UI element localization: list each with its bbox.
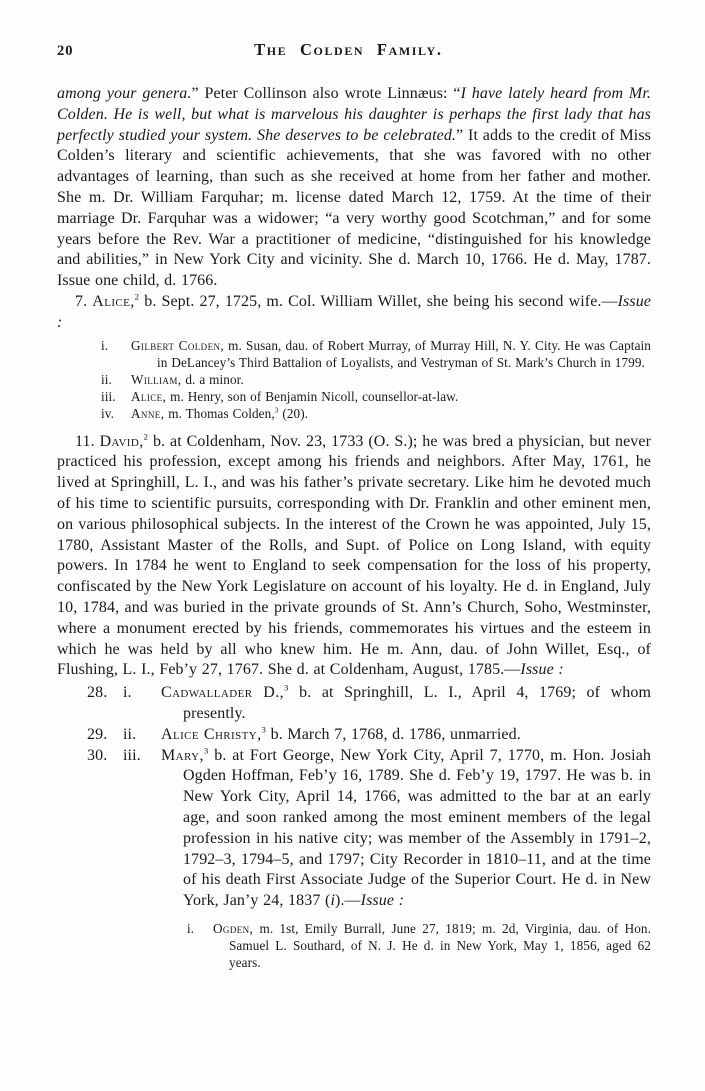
- issue-item-text: Ogden, m. 1st, Emily Burrall, June 27, 1819; m. 2d, Virginia, dau. of Hon. Samuel L. Southard, of N. J. He d. in New York, May 1, 1856, aged 62 years.: [213, 920, 651, 970]
- alice-issue-list: [101, 337, 651, 422]
- issue-list-entry: [87, 683, 651, 725]
- entry-david: 11. David,$^2$ b. at Coldenham, Nov. 23, 1733 (O. S.); he was bred a physician, but never practiced his profession, except among his friends and neighbors. After May, 1761, he lived at Springhill, L. I., and was his father’s private secretary. Like him he devoted much of his time to scientific pursuits, corresponding with Dr. Franklin and other eminent men, on various philosophical subjects. In the interest of the Crown he was appointed, July 15, 1780, Assistant Master of the Rolls, and Supt. of Police on Long Island, with equity powers. In 1784 he went to England to seek compensation for the loss of his property, confiscated by the New York Legislature on account of his loyalty. He d. in England, July 10, 1784, and was buried in the private grounds of St. Ann’s Church, Soho, Westminster, where a monument erected by his friends, commemorates his virtues and the esteem in which he was held by all who knew him. He m. Ann, dau. of John Willet, Esq., of Flushing, L. I., Feb’y 27, 1767. She d. at Coldenham, August, 1785.—Issue :: [57, 431, 651, 679]
- issue-item-label: iv.: [101, 405, 114, 421]
- issue-item-label: ii.: [101, 371, 112, 387]
- paragraph-collinson: among your genera.” Peter Collinson also wrote Linnæus: “I have lately heard from Mr. Colden. He is well, but what is marvelous his daughter is perhaps the first lady that has perfectly studied your system. She deserves to be celebrated.” It adds to the credit of Miss Colden’s literary and scientific achievements, that she was favored with no other advantages of learning, than such as she received at home from her father and mother. She m. Dr. William Farquhar; m. license dated March 12, 1759. At the time of their marriage Dr. Farquhar was a widower; “a very worthy good Scotchman,” and for some years before the Rev. War a practitioner of medicine, “distinguished for his knowledge and abilities,” in New York City and vicinity. She d. March 10, 1766. He d. May, 1787. Issue one child, d. 1766.: [57, 85, 652, 290]
- page-number: 20: [57, 43, 74, 59]
- entry-number: 30.: [87, 746, 108, 764]
- issue-item-text: William, d. a minor.: [131, 371, 244, 387]
- page-content: [57, 84, 651, 971]
- issue-item-label: iii.: [101, 388, 116, 404]
- entry-text: Mary,$^3$ b. at Fort George, New York City, April 7, 1770, m. Hon. Josiah Ogden Hoffman, Feb’y 16, 1789. She d. Feb’y 19, 1797. He was b. in New York City, April 14, 1766, was admitted to the bar at an early age, and soon ranked among the most eminent members of the legal profession in his native city; was member of the Assembly in 1791–2, 1792–3, 1794–5, and 1797; City Recorder in 1810–11, and at the time of his death First Associate Judge of the Superior Court. He d. in New York, Jan’y 24, 1837 (i).—Issue :: [161, 745, 651, 910]
- issue-item-label: i.: [101, 337, 109, 353]
- issue-list-entry: [87, 725, 651, 746]
- running-title: The Colden Family.: [254, 40, 443, 59]
- issue-list-item: [101, 371, 651, 388]
- issue-list-item: [101, 388, 651, 405]
- issue-item-text: Gilbert Colden, m. Susan, dau. of Robert Murray, of Murray Hill, N. Y. City. He was Captain in DeLancey’s Third Battalion of Loyalists, and Vestryman of St. Mark’s Church in 1799.: [131, 337, 651, 370]
- issue-item-text: Anne, m. Thomas Colden,$^3$ (20).: [131, 405, 309, 421]
- entry-roman: iii.: [123, 746, 141, 764]
- issue-item-text: Alice, m. Henry, son of Benjamin Nicoll, counsellor-at-law.: [131, 388, 459, 404]
- david-issue-list: [87, 683, 651, 912]
- issue-list-item: [101, 337, 651, 371]
- entry-text: Alice Christy,$^3$ b. March 7, 1768, d. 1786, unmarried.: [161, 724, 521, 743]
- ogden-issue-list: [187, 920, 651, 971]
- entry-alice: 7. Alice,$^2$ b. Sept. 27, 1725, m. Col. William Willet, she being his second wife.—Issue :: [57, 291, 651, 331]
- issue-list-item: [101, 405, 651, 422]
- entry-number: 29.: [87, 725, 108, 743]
- entry-roman: i.: [123, 684, 132, 702]
- entry-text: Cadwallader D.,$^3$ b. at Springhill, L. I., April 4, 1769; of whom presently.: [161, 682, 651, 722]
- issue-item-label: i.: [187, 920, 195, 936]
- issue-list-item: [187, 920, 651, 971]
- issue-list-entry: [87, 746, 651, 912]
- entry-roman: ii.: [123, 725, 137, 743]
- page-header: [57, 40, 651, 64]
- entry-number: 28.: [87, 684, 108, 702]
